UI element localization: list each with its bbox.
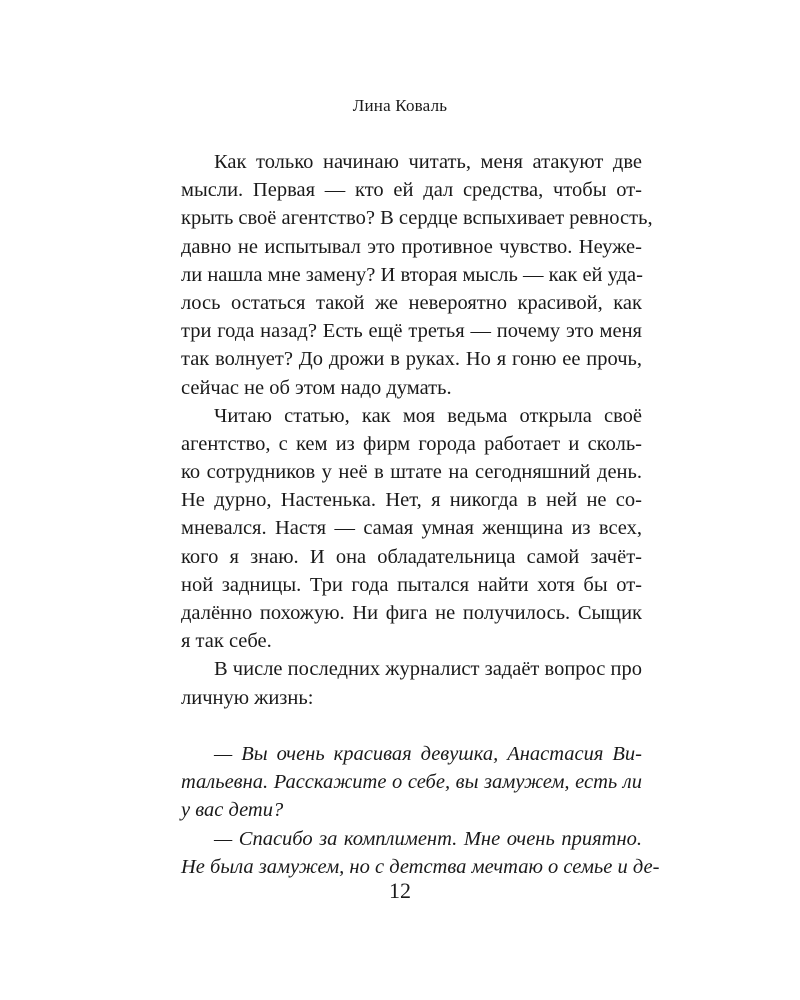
text-line: сейчас не об этом надо думать. [181, 376, 452, 399]
text-line: мневался. Настя — самая умная женщина из всех, [181, 517, 642, 540]
text-line: кого я знаю. И она обладательница самой зачёт- [181, 545, 642, 568]
text-line: ли нашла мне замену? И вторая мысль — как ей уда- [181, 263, 643, 286]
text-line: агентство, с кем из фирм города работает и сколь- [181, 432, 642, 455]
blank-line [181, 712, 642, 740]
text-line: три года назад? Есть ещё третья — почему это меня [181, 320, 642, 343]
text-line: ной задницы. Три года пытался найти хотя бы от- [181, 573, 642, 596]
text-line: давно не испытывал это противное чувство. Неуже- [181, 235, 642, 258]
text-line: крыть своё агентство? В сердце вспыхивает ревность, [181, 207, 653, 230]
text-line: Читаю статью, как моя ведьма открыла своё [214, 404, 642, 427]
text-line: я так себе. [181, 630, 272, 653]
text-line: Как только начинаю читать, меня атакуют две [214, 151, 642, 173]
text-line: В числе последних журналист задаёт вопрос про [214, 658, 642, 681]
text-line: ко сотрудников у неё в штате на сегодняшний день. [181, 461, 642, 484]
italic-text-line: Не была замужем, но с детства мечтаю о семье и де- [181, 855, 660, 878]
italic-text-line: тальевна. Расскажите о себе, вы замужем, есть ли [181, 771, 642, 794]
italic-text-line: — Спасибо за комплимент. Мне очень приятно. [214, 827, 642, 850]
text-line: далённо похожую. Ни фига не получилось. Сыщик [181, 602, 642, 624]
italic-text-line: — Вы очень красивая девушка, Анастасия Ви- [214, 742, 642, 765]
text-line: личную жизнь: [181, 686, 314, 709]
running-head-author: Лина Коваль [352, 96, 448, 115]
text-line: так волнует? До дрожи в руках. Но я гоню ее прочь, [181, 348, 642, 371]
text-line: мысли. Первая — кто ей дал средства, чтобы от- [181, 179, 642, 202]
page-number: 12 [389, 878, 411, 903]
text-line: Не дурно, Настенька. Нет, я никогда в ней не со- [181, 489, 642, 512]
body-text [181, 148, 660, 881]
text-line: лось остаться такой же невероятно красивой, как [181, 291, 642, 314]
italic-text-line: у вас дети? [181, 799, 284, 822]
